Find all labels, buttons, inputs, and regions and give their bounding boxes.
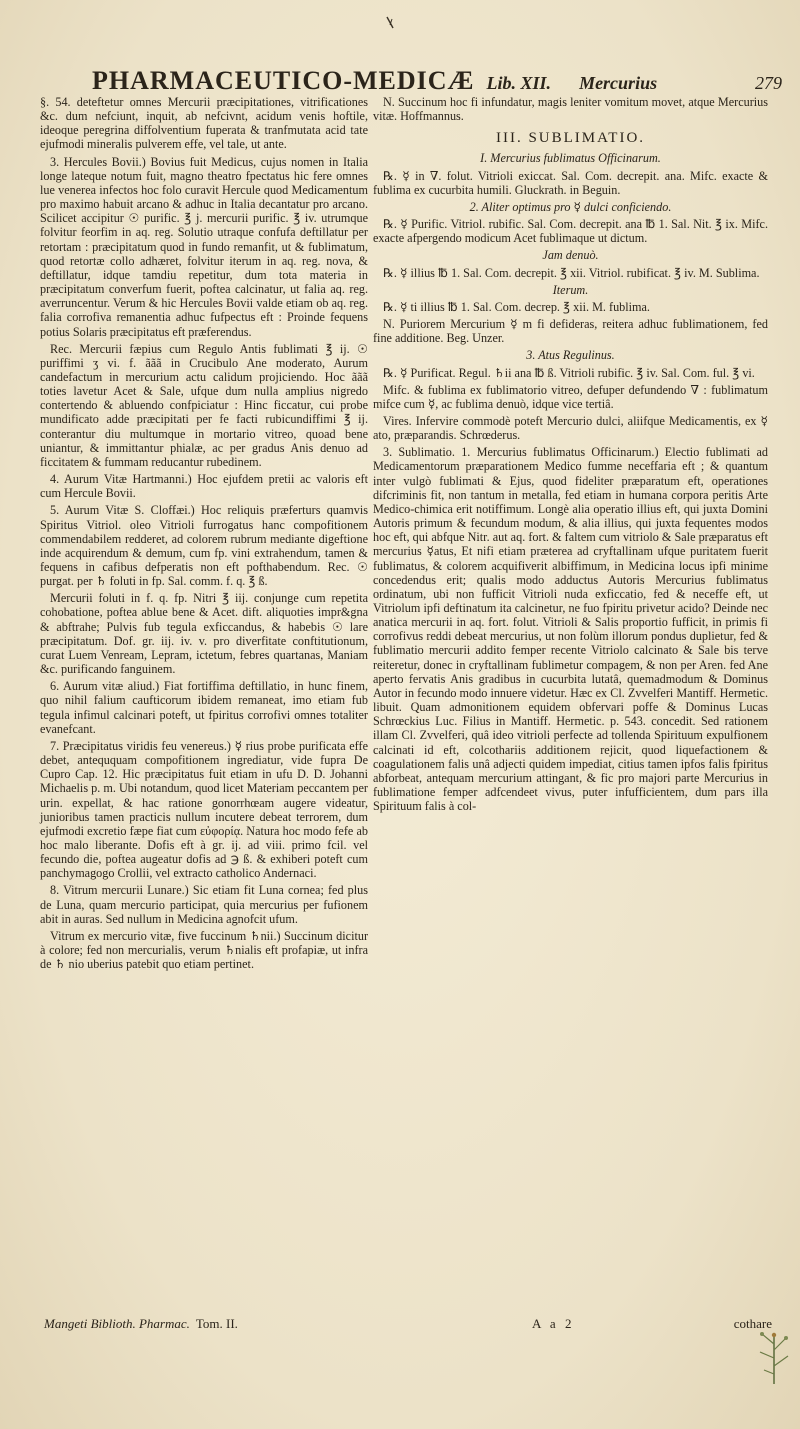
recipe-paragraph: ℞. ☿ Purific. Vitriol. rubific. Sal. Com. decrepit. ana ℔ 1. Sal. Nit. ℥ ix. Mifc. exacte afpergendo modicum Acet fublimaque ut dictum. [373,217,768,246]
paragraph: 3. Hercules Bovii.) Bovius fuit Medicus, cujus nomen in Italia longe lateque notum fuit, magno theatro fpectatus hic fere omnes lue venerea infectos hoc folo curavit Hercule quod Medicamentum pro maximo habuit arcano & adhuc in Italia decantatur pro arcano. Scilicet accipitur ☉ purific. ℥ j. mercurii purific. ℥ iv. utrumque folvitur feorfim in aq. reg. Solutio utraque confufa deftillatur per retortam : præcipitatum quod in fundo remanfit, ut & fublimatum, quod retortæ collo adhæret, folvitur iterum in aq. reg. nova, & deftillatur, idque tamdiu repetitur, dum tota materia in præcipitatum converfum fuerit, poftea calcinatur, ut falia aq. reg. averruncentur. Verum & hic Hercules Bovii valde etiam ob aq. reg. falia corrofiva remanentia adhuc fufpectus eft : Proinde fequens potius Solaris præcipitatus eft præferendus. [40,154,368,339]
footer-signature-line [44,1316,238,1332]
paragraph: 5. Aurum Vitæ S. Cloffæi.) Hoc reliquis præferturs quamvis Spiritus Vitriol. oleo Vitrioli furrogatus hanc compofitionem commendabilem redderet, ad colorem rubrum mediante digeftione inde acquirendum & demum, cum fp. vini extrahendum, tamen & fequens in cafibus defperatis non eft pofthabendum. Rec. ☉ purgat. per ♄ foluti in fp. Sal. comm. f. q. ℥ ß. [40,503,368,589]
left-column [40,95,368,974]
paragraph: §. 54. deteftetur omnes Mercurii præcipitationes, vitrificationes &c. dum nefciunt, inquit, ab nefcivnt, acidum venis hoftile, ideoque peregrina diffolventium fuperata & tranfmutata acid tate ejufmodi mineralis pulverem effe, vel tale, ut ante. [40,95,368,152]
subheading: Jam denuò. [542,248,599,263]
footer-volume: Tom. II. [195,1316,238,1331]
paragraph: 4. Aurum Vitæ Hartmanni.) Hoc ejufdem pretii ac valoris eft cum Hercule Bovii. [40,472,368,501]
right-column [373,95,768,816]
paragraph: 8. Vitrum mercurii Lunare.) Sic etiam fit Luna cornea; fed plus de Luna, quam mercurio participat, quia mercurius per fufionem abit in auras. Sed nullum in Medicina agnofcit ufum. [40,883,368,926]
page-number: 279 [755,73,782,93]
recipe-paragraph: ℞. ☿ in ∇. folut. Vitrioli exiccat. Sal. Com. decrepit. ana. Mifc. exacte & fublima ex cucurbita humili. Gluckrath. in Beguin. [373,168,768,197]
note-paragraph: N. Succinum hoc fi infundatur, magis leniter vomitum movet, atque Mercurius vitæ. Hoffmannus. [373,95,768,124]
footer-title: Mangeti Biblioth. Pharmac. [44,1316,190,1331]
catchword: cothare [733,1316,772,1331]
recipe-paragraph: ℞. ☿ ti illius ℔ 1. Sal. Com. decrep. ℥ xii. M. fublima. [383,299,650,314]
recipe-paragraph: ℞. ☿ illius ℔ 1. Sal. Com. decrepit. ℥ xii. Vitriol. rubificat. ℥ iv. M. Sublima. [383,265,760,280]
recipe-paragraph: Mifc. & fublima ex fublimatorio vitreo, defuper defundendo ∇ : fublimatum mifce cum ☿, ac fublima denuò, idque vice tertiâ. [373,382,768,411]
section-heading: III. SUBLIMATIO. [495,130,646,147]
subheading: I. Mercurius fublimatus Officinarum. [480,151,661,166]
page-footer [44,1316,774,1346]
book-number: Lib. XII. [486,73,552,93]
signature-mark: A a 2 [532,1316,575,1331]
paragraph: Mercurii foluti in f. q. fp. Nitri ℥ iij. conjunge cum repetita cohobatione, poftea ablue bene & Acet. dift. aliquoties impr&gna & abftrahe; Pulvis fub tegula exficcandus, & habebis ☉ lare præcipitatum. Dof. gr. iij. iv. v. pro diverfitate conftitutionum, curat Luem Venream, Lepram, ictetum, febres quartanas, Maniam &c. purificando fanguinem. [40,591,368,677]
commentary-paragraph: 3. Sublimatio. 1. Mercurius fublimatus Officinarum.) Electio fublimati ad Medicamentorum præparationem Medico fumme neceffaria eft ; & quantum inter vulgò fublimati & Ejus, quod fideliter præparatum eft, operationes difcriminis fit, non tantum in metalla, fed etiam in humana corpora peritis Arte Medico-chimica erit notiffimum. Longè alia operatio illius eft, qui juxta Domini Autoris primum & fecundum modum, & alia illius, qui juxta fequentes modos hoc eft, qui abfque Nitr. aut aq. fort. & faltem cum vitriolo & Sale præparatus eft mercurius ☿atus, Et nifi etiam præterea ad cryftallinam ufque puritatem fuerit fublimatus, & colorem acquifiverit albiffimum, in Medicina locus ipfi minime concedendus erit; qualis modo adductus Autoris Mercurius fublimatus ordinatum, ubi non fufficit Vitrioli nuda exficcatio, fed & neceffe eft, ut Vitriolum ipfi deftinatum ita calcinetur, ne fuo fpiritu privetur acido? Deinde nec anatica mercurii in aq. fort. folut. Vitrioli & Salis proportio fufficit, in primis fi corrofivus reddi debeat mercurius, ut non folùm illorum pondus duplietur, fed & fublimatio mercurii addito femper recente Vitriolo calcinato & Sale bis terve reiteretur, donec in cryftallinam fublimetur compagem, & non per Aren. fed Ane aperto fervatis Anis gradibus in cucurbita lutatâ, quemadmodum & Dominus Autor in fecundo modo innuere videtur. Hæc ex Cl. Zvvelferi Mantiff. Hermetic. libuit. Quam admonitionem equidem obfervari poffe & Dominus Lucas Schrœckius Luc. Filius in Mantiff. Hermetic. p. 543. concedit. Sed rationem illam Cl. Zvvelferi, quâ ideo vitrioli perfecte ad tollenda Spirituum expulfionem calcinati id eft, colcothariis additionem rejicit, quod liquefactionem & coagulationem falis unâ adjecti quidem impediat, citius tamen ipfos falis fpiritus abforbeat, antequam mercurium attingant, & fic pro majori parte Mercurius in fublimatione femper adfcendeet vivus, puter infufficientem, dum pars illa Spirituum falis à col- [373,445,768,814]
note-paragraph: N. Puriorem Mercurium ☿ m fi defideras, reitera adhuc fublimationem, fed fine additione. Beg. Unzer. [373,317,768,346]
recipe-paragraph: ℞. ☿ Purificat. Regul. ♄ii ana ℔ ß. Vitrioli rubific. ℥ iv. Sal. Com. ful. ℥ vi. [383,365,755,380]
section-name: Mercurius [579,73,658,93]
paragraph: Vitrum ex mercurio vitæ, five fuccinum ♄nii.) Succinum dicitur à colore; fed non mercurialis, verum ♄nialis eft profapiæ, ut infra de ♄ nio uberius patebit quo etiam pertinet. [40,928,368,972]
paragraph: Rec. Mercurii fæpius cum Regulo Antis fublimati ℥ ij. ☉ puriffimi ʒ vi. f. ããã in Crucibulo Ane moderato, Aurum candefactum in mercurium actu calidum projiciendo. Hoc ããã toties lavetur Acet & Sale, ufque dum nulla amplius nigredo contertendo & abluendo confpiciatur : Hinc ficcatur, cui probe mundificato adde præcipitati per fe facti rubicundiffimi ℥ ij. conterantur diu multumque in mortario vitreo, quoad bene uniantur, & immittantur phialæ, ac per gradus Anis denuo ad ficcitatem & fummam reducantur rubedinem. [40,341,368,469]
subheading: 3. Atus Regulinus. [526,348,615,363]
paragraph: 6. Aurum vitæ aliud.) Fiat fortiffima deftillatio, in hunc finem, quo nihil falium caufticorum ibidem remaneat, imo etiam fub tegula infimul calcinari poteft, ut fpiritus corrofivi omnes totaliter evanefcant. [40,679,368,736]
running-title: PHARMACEUTICO-MEDICÆ [92,66,475,95]
paragraph: 7. Præcipitatus viridis feu venereus.) ☿ rius probe purificata effe debet, anteququam compofitionem ingrediatur, vide fupra De Cupro Cap. 12. Hic præcipitatus fuit etiam in ufu D. D. Johanni Michaelis p. m. Ubi notandum, quod licet Materiam peccantem per urin. expellat, & hac ratione gonorrhœam augere videatur, junioribus tamen practicis nullum incutere debeat terrorem, dum ejufmodi excretio fæpe fiat cum εὐφορίᾳ. Natura hoc modo fefe ab hoc malo liberante. Dofis eft à gr. ij. ad viii. primo fcil. vel fecundo die, poftea augeatur dofis ad ℈ ß. & exhiberi poteft cum panchymagogo Crollii, vel extracto catholico Andernaci. [40,738,368,881]
subheading: 2. Aliter optimus pro ☿ dulci conficiendo. [469,199,672,214]
subheading: Iterum. [552,282,589,297]
recipe-paragraph: Vires. Infervire commodè poteft Mercurio dulci, aliifque Medicamentis, ex ☿ ato, præparandis. Schrœderus. [373,413,768,443]
pressed-plant-icon [752,1326,796,1386]
pen-mark-icon [385,16,395,30]
